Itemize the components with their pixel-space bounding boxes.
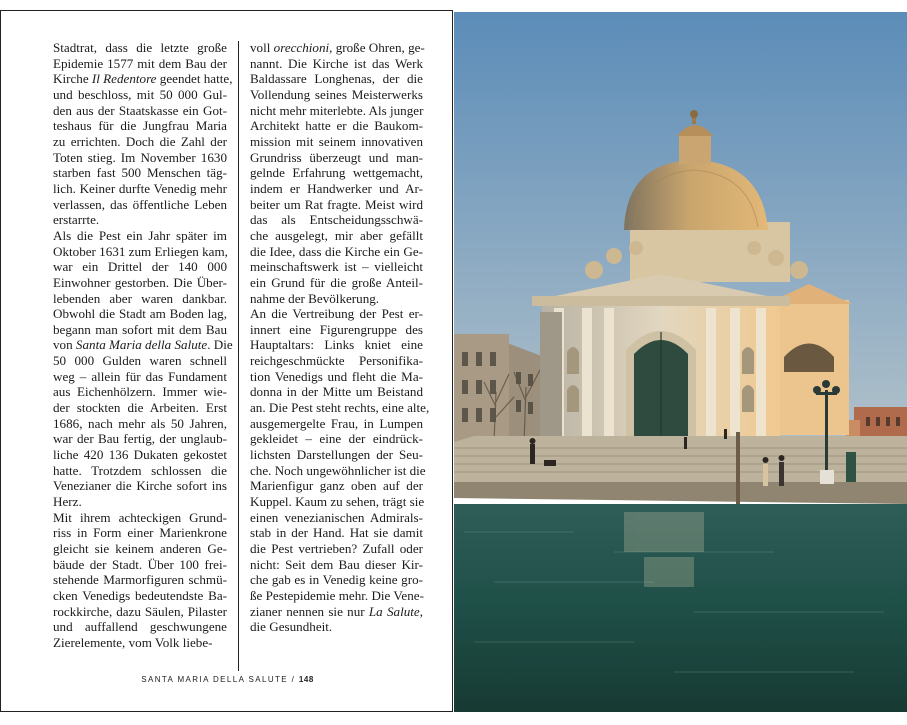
text-line: indem er Handwerker und Ar-: [250, 180, 423, 196]
text-line: An die Vertreibung der Pest er-: [250, 306, 423, 322]
text-line: 50 000 Gulden waren schnell: [53, 353, 227, 369]
text-line: Venezianer die Kirche sofort ins: [53, 478, 227, 494]
running-title: SANTA MARIA DELLA SALUTE /: [141, 675, 296, 684]
text-line: war der Bau fertig, der unglaub-: [53, 431, 227, 447]
text-line: Kuppel. Kaum zu sehen, trägt sie: [250, 494, 425, 510]
text-line: weg – allein für das Fundament: [53, 368, 227, 384]
paragraph: [250, 306, 430, 635]
text-line: lichsten Darstellungen der Seu-: [250, 447, 423, 463]
text-line: das als Entscheidungsschwä-: [250, 212, 423, 228]
text-line: innert eine Figurengruppe des: [250, 321, 423, 337]
text-line: donna in der Mitte um Beistand: [250, 384, 423, 400]
text-line: an. Die Pest steht rechts, eine alte,: [250, 400, 430, 416]
text-line: Mit ihrem achteckigen Grund-: [53, 509, 227, 525]
paragraph: [53, 40, 233, 228]
text-line: reichgeschmückte Personifika-: [250, 353, 423, 369]
paragraph: [250, 40, 423, 306]
text-line: voll orecchioni, große Ohren, ge-: [250, 40, 425, 55]
page-footer: [1, 675, 454, 684]
text-line: und beschloss, mit 50 000 Gul-: [53, 86, 227, 102]
text-line: gekleidet – eine der eindrück-: [250, 431, 423, 447]
left-text-column: [53, 40, 233, 651]
text-line: che gab es in Venedig keine gro-: [250, 572, 423, 588]
text-line: der stockten die Arbeiten. Erst: [53, 400, 227, 416]
text-line: ausgemergelte Frau, in Lumpen: [250, 415, 423, 431]
bin: [846, 452, 856, 482]
text-line: starben fast 500 Menschen täg-: [53, 165, 227, 181]
text-line: teshaus für die Jungfrau Maria: [53, 118, 227, 134]
column-divider: [238, 41, 239, 671]
text-line: die Gesundheit.: [250, 619, 333, 635]
text-line: Toten stieg. Im November 1630: [53, 149, 227, 165]
text-line: riss in Form einer Marienkrone: [53, 525, 227, 541]
text-line: nicht: Seit dem Bau dieser Kir-: [250, 556, 423, 572]
text-line: Obwohl die Stadt am Boden lag,: [53, 306, 227, 322]
text-line: Grundriss überzeugt und man-: [250, 149, 423, 165]
text-line: die Pest vertrieben? Zufall oder: [250, 541, 423, 556]
text-line: Marienfigur ganz oben auf der: [250, 478, 423, 494]
text-line: beiter um Rat fragte. Meist wird: [250, 196, 423, 212]
church-steps: [454, 436, 907, 504]
text-line: einen venezianischen Admirals-: [250, 509, 423, 525]
text-line: Oktober 1631 zum Erliegen kam,: [53, 243, 228, 259]
text-line: erstarrte.: [53, 212, 100, 228]
text-line: che ausgelegt, mir aber gefällt: [250, 227, 423, 243]
text-line: lebenden aber waren dankbar.: [53, 290, 227, 306]
text-line: Hauptaltars: Links kniet eine: [250, 337, 423, 353]
page-number: 148: [298, 675, 314, 684]
text-line: rockkirche, dazu Säulen, Pilaster: [53, 603, 227, 619]
text-line: ein Grund für die große Anteil-: [250, 274, 423, 290]
text-line: war ein Drittel der 140 000: [53, 259, 227, 275]
text-line: stehende Marmorfiguren schmü-: [53, 572, 227, 588]
text-line: hatte. Trotzdem schlossen die: [53, 462, 227, 478]
text-page: [0, 10, 453, 712]
text-line: nannt. Die Kirche ist das Werk: [250, 55, 423, 71]
text-line: mission mit seinem innovativen: [250, 133, 423, 149]
text-line: Herz.: [53, 494, 82, 510]
text-line: Baldassare Longhenas, der die: [250, 71, 423, 87]
text-line: 1686, nach mehr als 50 Jahren,: [53, 415, 227, 431]
right-text-column: [250, 40, 430, 635]
text-line: zianer nennen sie nur La Salute,: [250, 603, 423, 619]
text-line: Epidemie 1577 mit dem Bau der: [53, 55, 227, 71]
text-line: gelnde Erfahrung wettgemacht,: [250, 165, 423, 181]
text-line: zu errichten. Doch die Zahl der: [53, 133, 227, 149]
text-line: den aus der Staatskasse ein Got-: [53, 102, 227, 118]
paragraph: [53, 510, 227, 651]
text-line: und auffallend geschwungene: [53, 619, 227, 635]
mooring-pole: [736, 432, 740, 516]
text-line: nahme der Bevölkerung.: [250, 290, 380, 306]
text-line: tion Venedigs und fleht die Ma-: [250, 368, 423, 384]
text-line: gleicht sie keinem anderen Ge-: [53, 541, 227, 556]
text-line: bäude der Stadt. Über 100 frei-: [53, 556, 227, 572]
text-line: Als die Pest ein Jahr später im: [53, 227, 227, 243]
text-line: liche 420 136 Dukaten gekostet: [53, 447, 227, 463]
text-line: Architekt hatte er die Baukom-: [250, 118, 423, 134]
text-line: meinschaftswerk ist – vielleicht: [250, 259, 423, 275]
text-line: aus Eichenhölzern. Immer wie-: [53, 384, 227, 400]
text-line: nicht mehr miterlebte. Als junger: [250, 102, 424, 118]
text-line: lich. Keiner durfte Venedig mehr: [53, 180, 227, 196]
text-line: Vollendung seines Meisterwerks: [250, 86, 423, 102]
text-line: begann man sofort mit dem Bau: [53, 321, 227, 337]
text-line: cken Venedigs bedeutendste Ba-: [53, 587, 227, 603]
text-line: che. Noch ungewöhnlicher ist die: [250, 462, 426, 478]
text-line: verlassen, das öffentliche Leben: [53, 196, 227, 212]
text-line: Einwohner gestorben. Die Über-: [53, 274, 227, 290]
text-line: von Santa Maria della Salute. Die: [53, 337, 233, 353]
paragraph: [53, 227, 233, 510]
text-line: die Idee, dass die Kirche ein Ge-: [250, 243, 423, 259]
text-line: Stadtrat, dass die letzte große: [53, 40, 227, 55]
text-line: Kirche Il Redentore geendet hatte,: [53, 71, 233, 87]
church-photo: [454, 12, 907, 712]
text-line: ße Pestepidemie mehr. Die Vene-: [250, 587, 424, 603]
text-line: stab in der Hand. Hat sie damit: [250, 525, 423, 541]
text-line: Zierelemente, vom Volk liebe-: [53, 634, 213, 650]
